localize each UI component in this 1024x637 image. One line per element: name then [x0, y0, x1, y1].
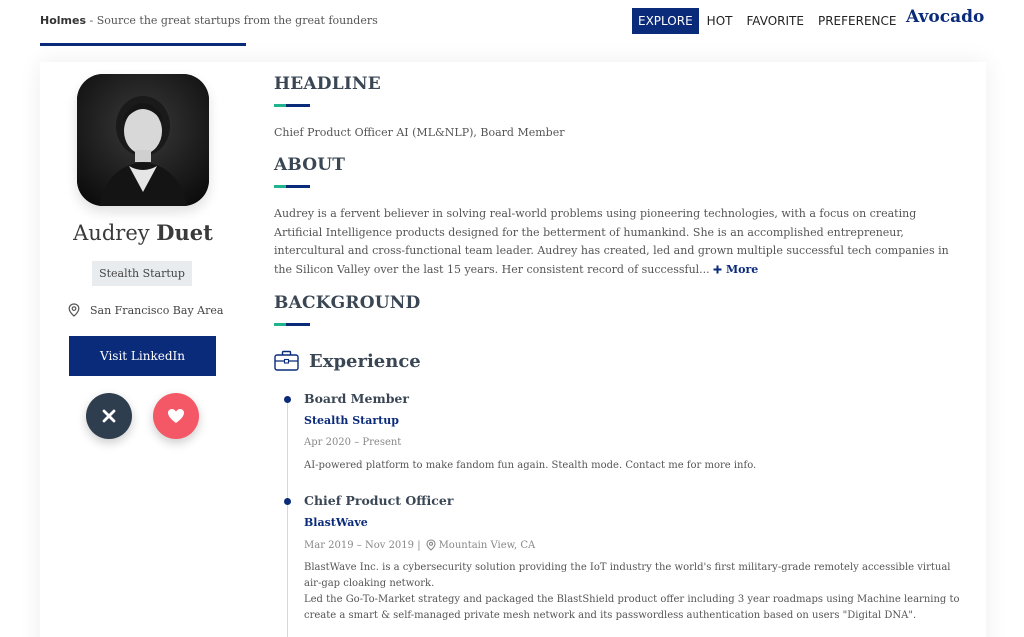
- more-link[interactable]: [713, 263, 758, 276]
- experience-description-line: BlastWave Inc. is a cybersecurity solution providing the IoT industry the world's first military-grade remotely accessible virtual air-gap cloaking network.: [304, 562, 951, 589]
- about-title: ABOUT: [274, 155, 346, 175]
- profile-location: [68, 303, 223, 317]
- background-underline: [274, 323, 310, 326]
- experience-description: [304, 560, 964, 624]
- about-text: [274, 205, 964, 279]
- profile-name: [40, 220, 246, 245]
- experience-date-range: Mar 2019 – Nov 2019 |: [304, 539, 421, 551]
- experience-role: Board Member: [304, 391, 409, 406]
- main-nav: [632, 8, 904, 34]
- plus-icon: [713, 265, 722, 274]
- profile-card: [40, 62, 986, 637]
- location-pin-icon: [68, 303, 80, 317]
- experience-header: [274, 350, 421, 372]
- experience-dates: [304, 437, 401, 448]
- timeline-dot: [284, 396, 291, 403]
- experience-org-link[interactable]: BlastWave: [304, 516, 368, 529]
- headline-title: HEADLINE: [274, 74, 381, 94]
- close-icon: [102, 409, 116, 423]
- app-logo[interactable]: Avocado: [906, 7, 985, 27]
- headline-text: Chief Product Officer AI (ML&NLP), Board Member: [274, 126, 565, 139]
- briefcase-icon: [274, 350, 299, 372]
- brand-name[interactable]: Holmes: [40, 14, 87, 27]
- company-badge: Stealth Startup: [92, 261, 192, 286]
- brand-underline: [40, 43, 246, 46]
- experience-description: [304, 458, 964, 474]
- timeline-line: [287, 398, 288, 637]
- top-bar: [0, 0, 1024, 46]
- experience-description-line: AI-powered platform to make fandom fun again. Stealth mode. Contact me for more info.: [304, 460, 757, 471]
- nav-favorite[interactable]: FAVORITE: [746, 14, 804, 28]
- last-name: Duet: [156, 220, 213, 245]
- brand-line: [40, 14, 378, 27]
- experience-description-line: Led the Go-To-Market strategy and packaged the BlastShield product offer including 3 year roadmaps using Machine learning to create a smart & self-managed private mesh network and its passwordless authentication based on users "Digital DNA".: [304, 594, 960, 621]
- headline-underline: [274, 104, 310, 107]
- experience-dates: [304, 539, 535, 551]
- experience-title: Experience: [309, 350, 421, 372]
- visit-linkedin-button[interactable]: Visit LinkedIn: [69, 336, 216, 376]
- timeline-dot: [284, 498, 291, 505]
- background-title: BACKGROUND: [274, 293, 421, 313]
- favorite-button[interactable]: [153, 393, 199, 439]
- first-name: Audrey: [73, 221, 150, 245]
- avatar-portrait-icon: [77, 74, 209, 206]
- nav-hot[interactable]: HOT: [706, 14, 733, 28]
- nav-explore[interactable]: EXPLORE: [632, 8, 699, 34]
- more-label: More: [726, 262, 759, 276]
- nav-preference[interactable]: PREFERENCE: [817, 14, 897, 28]
- about-underline: [274, 185, 310, 188]
- location-text: San Francisco Bay Area: [90, 303, 224, 317]
- experience-location: Mountain View, CA: [438, 539, 536, 551]
- about-body: Audrey is a fervent believer in solving real-world problems using pioneering technologies, with a focus on creating Artificial Intelligence products designed for the betterment of humankind. She is an accomplished entrepreneur, intercultural and cross-functional team leader. Audrey has created, led and grown multiple successful tech companies in the Silicon Valley over the last 15 years. Her consistent record of successful...: [274, 207, 949, 276]
- experience-org-link[interactable]: Stealth Startup: [304, 414, 399, 427]
- heart-icon: [167, 408, 185, 424]
- avatar: [77, 74, 209, 206]
- experience-date-range: Apr 2020 – Present: [304, 437, 402, 448]
- location-pin-icon: [426, 539, 436, 551]
- dismiss-button[interactable]: [86, 393, 132, 439]
- experience-role: Chief Product Officer: [304, 493, 454, 508]
- brand-tagline: - Source the great startups from the great founders: [89, 14, 378, 27]
